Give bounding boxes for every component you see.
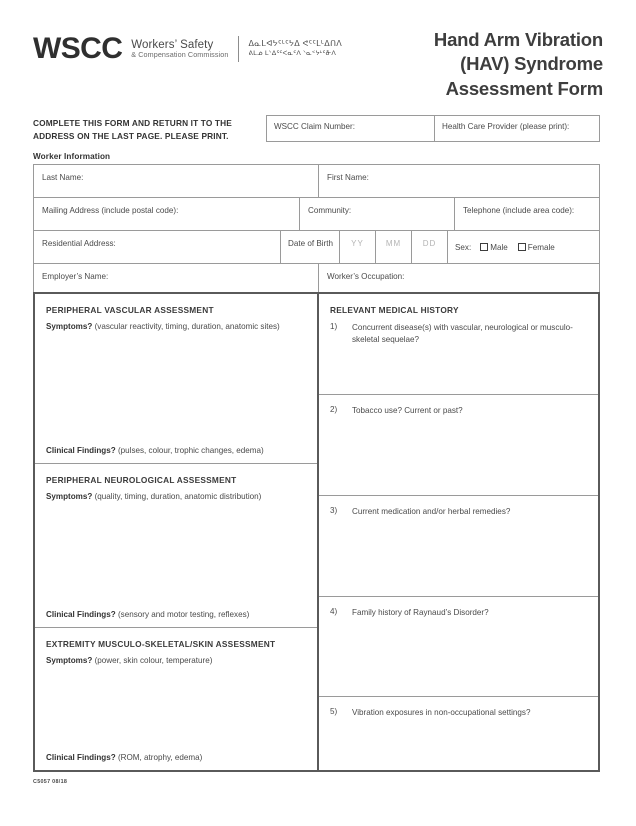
symptoms-prompt [46,655,307,667]
table-row [34,231,599,264]
findings-detail: (ROM, atrophy, edema) [117,753,203,762]
wscc-wordmark: WSCC [33,32,123,65]
extremity-musculoskeletal-skin-assessment-block[interactable] [35,628,317,770]
occupation-field[interactable]: Worker’s Occupation: [327,272,405,281]
peripheral-vascular-assessment-block[interactable] [35,294,317,464]
claim-number-field[interactable]: WSCC Claim Number: [267,116,435,141]
findings-label: Clinical Findings? [46,610,116,619]
question-text: Family history of Raynaud’s Disorder? [352,608,489,617]
table-row [34,198,599,231]
first-name-field[interactable]: First Name: [327,173,369,182]
health-care-provider-field[interactable]: Health Care Provider (please print): [442,122,570,131]
wscc-logo-text [131,39,228,60]
logo-divider [238,36,239,62]
instruction-line-2: ADDRESS ON THE LAST PAGE. PLEASE PRINT. [33,130,229,141]
worker-information-heading: Worker Information [33,152,111,161]
symptoms-label: Symptoms? [46,656,93,665]
question-text: Vibration exposures in non-occupational settings? [352,708,531,717]
page-title [303,28,603,101]
checkbox-icon[interactable] [518,243,526,251]
peripheral-neurological-assessment-block[interactable] [35,464,317,628]
findings-detail: (pulses, colour, trophic changes, edema) [117,446,264,455]
worker-information-table [33,164,600,297]
medical-history-question-3[interactable] [319,496,598,597]
medical-history-question-5[interactable] [319,697,598,770]
block-heading: PERIPHERAL NEUROLOGICAL ASSESSMENT [46,475,237,485]
employer-name-field[interactable]: Employer’s Name: [34,264,319,296]
findings-label: Clinical Findings? [46,446,116,455]
findings-label: Clinical Findings? [46,753,116,762]
medical-history-question-1[interactable] [319,294,598,395]
medical-history-question-2[interactable] [319,395,598,496]
checkbox-icon[interactable] [480,243,488,251]
dob-year-field[interactable]: YY [340,231,376,263]
last-name-field[interactable]: Last Name: [34,165,319,197]
sex-label: Sex: [455,242,472,252]
sex-female-label: Female [527,242,555,252]
assessment-left-column [35,294,319,770]
medical-history-question-4[interactable] [319,597,598,697]
question-number: 1) [330,322,338,331]
title-line-3: Assessment Form [445,77,603,99]
sex-male-option[interactable] [480,243,508,252]
title-line-2: (HAV) Syndrome [460,53,603,75]
block-heading: PERIPHERAL VASCULAR ASSESSMENT [46,305,214,315]
date-of-birth-label: Date of Birth [281,231,340,263]
mailing-address-field[interactable]: Mailing Address (include postal code): [34,198,300,230]
question-text: Concurrent disease(s) with vascular, neurological or musculo-skeletal sequelae? [352,323,573,344]
assessment-panel [33,292,600,772]
sex-field-group [448,231,599,263]
telephone-field[interactable]: Telephone (include area code): [463,206,575,215]
symptoms-label: Symptoms? [46,322,93,331]
symptoms-detail: (quality, timing, duration, anatomic distribution) [94,492,262,501]
dob-day-field[interactable]: DD [412,231,448,263]
question-text: Tobacco use? Current or past? [352,406,463,415]
instruction-text [33,117,258,143]
assessment-right-column [319,294,598,770]
page-header [33,28,603,108]
wscc-logo [33,34,342,64]
residential-address-field[interactable]: Residential Address: [34,231,281,263]
symptoms-detail: (power, skin colour, temperature) [94,656,213,665]
clinical-findings-prompt [46,446,264,455]
question-number: 5) [330,707,338,716]
question-number: 3) [330,506,338,515]
findings-detail: (sensory and motor testing, reflexes) [117,610,250,619]
question-number: 4) [330,607,338,616]
claim-provider-row [266,115,600,142]
dob-month-field[interactable]: MM [376,231,412,263]
symptoms-label: Symptoms? [46,492,93,501]
clinical-findings-prompt [46,753,202,762]
clinical-findings-prompt [46,610,249,619]
relevant-medical-history-heading: RELEVANT MEDICAL HISTORY [330,305,459,315]
form-code: C5057 08/18 [33,779,68,785]
symptoms-detail: (vascular reactivity, timing, duration, anatomic sites) [94,322,280,331]
sex-male-label: Male [490,242,508,252]
wscc-logo-line2: & Compensation Commission [131,50,229,60]
wscc-logo-line1: Workers’ Safety [131,38,214,51]
question-text: Current medication and/or herbal remedies? [352,507,511,516]
symptoms-prompt [46,491,307,503]
block-heading: EXTREMITY MUSCULO-SKELETAL/SKIN ASSESSMENT [46,639,276,649]
syllabics-line1: ᐃᓇᒪᐊᔭᑦᒻᑦᔭᐃ ᕙᑦᑦᒪᒻᐃᑎᐱ [248,39,343,49]
syllabics-line2: ᕕᒪᓅ ᒪᐠᐃᕐᑦᐸᓇᑦᐱ ᐠᓇᑉᔭᒻᑦᓁᐱ [248,50,337,58]
instruction-line-1: COMPLETE THIS FORM AND RETURN IT TO THE [33,118,232,128]
question-number: 2) [330,405,338,414]
title-line-1: Hand Arm Vibration [433,29,603,50]
sex-female-option[interactable] [518,243,555,252]
community-field[interactable]: Community: [300,198,455,230]
symptoms-prompt [46,321,307,333]
table-row [34,165,599,198]
